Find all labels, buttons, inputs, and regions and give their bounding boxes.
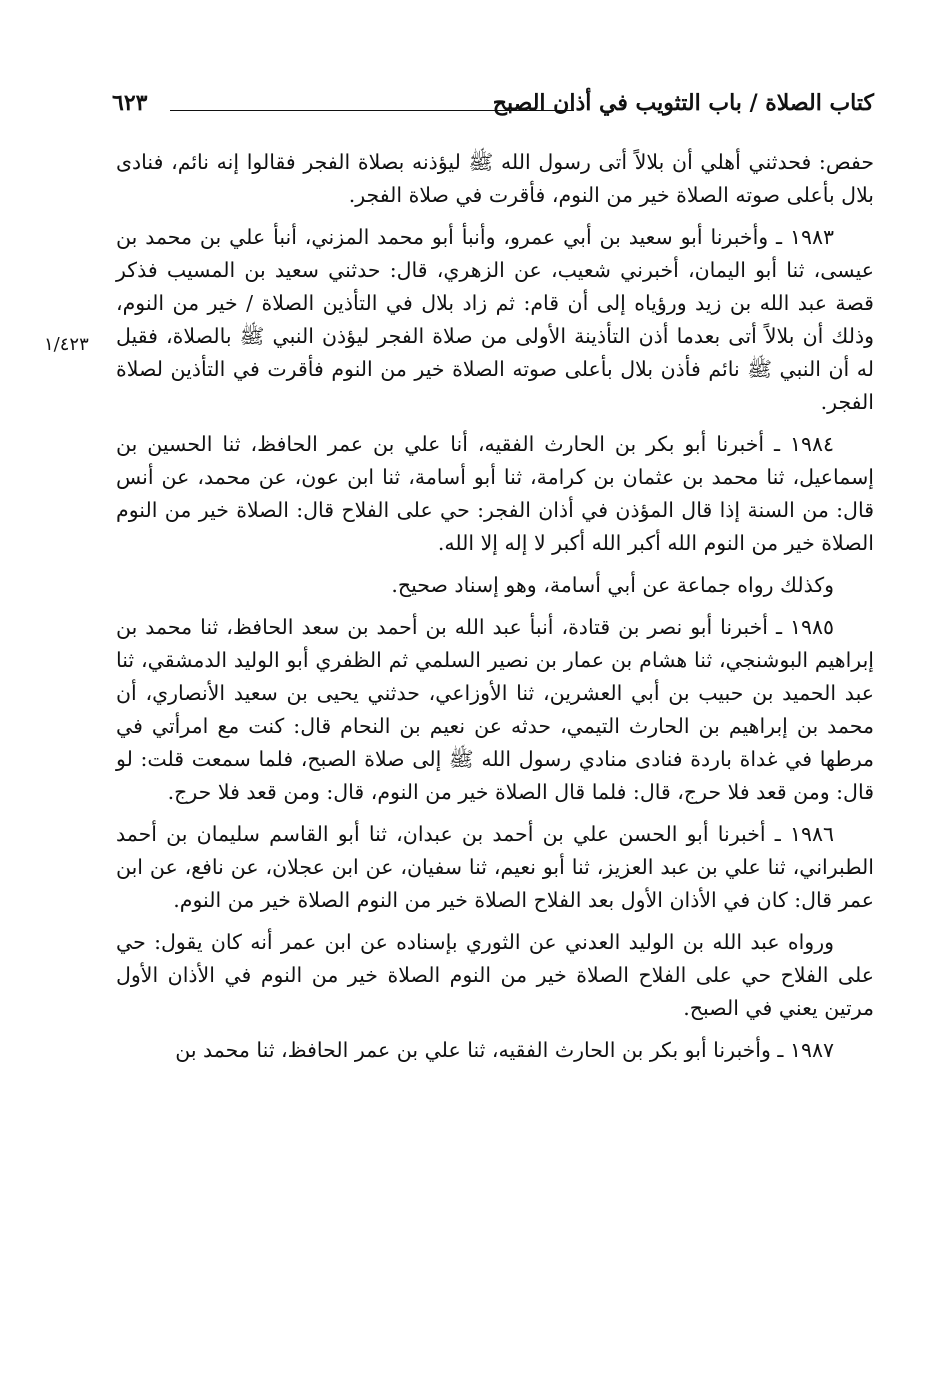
paragraph-continuation: حفص: فحدثني أهلي أن بلالاً أتى رسول الله ﷺ ليؤذنه بصلاة الفجر فقالوا إنه نائم، فنادى بلال بأعلى صوته الصلاة خير من النوم، فأقرت في صلاة الفجر.	[116, 150, 874, 207]
paragraph-1984: ١٩٨٤ ـ أخبرنا أبو بكر بن الحارث الفقيه، أنا علي بن عمر الحافظ، ثنا الحسين بن إسماعيل، ثنا محمد بن عثمان بن كرامة، ثنا أبو أسامة، ثنا ابن عون، عن محمد، عن أنس قال: من السنة إذا قال المؤذن في أذان الفجر: حي على الفلاح قال: الصلاة خير من النوم الصلاة خير من النوم الله أكبر الله أكبر لا إله إلا الله.	[116, 432, 874, 555]
header-rule	[170, 110, 574, 111]
header-title: كتاب الصلاة / باب التثويب في أذان الصبح	[485, 90, 874, 116]
paragraph-1984-note: وكذلك رواه جماعة عن أبي أسامة، وهو إسناد صحيح.	[391, 573, 834, 597]
page-number: ٦٢٣	[112, 90, 153, 116]
paragraph-1985: ١٩٨٥ ـ أخبرنا أبو نصر بن قتادة، أنبأ عبد الله بن أحمد بن سعد الحافظ، ثنا محمد بن إبراهيم البوشنجي، ثنا هشام بن عمار بن نصير السلمي ثم الظفري أبو الوليد الدمشقي، ثنا عبد الحميد بن حبيب بن أبي العشرين، ثنا الأوزاعي، حدثني يحيى بن سعيد الأنصاري، أن محمد بن إبراهيم بن الحارث التيمي، حدثه عن نعيم بن النحام قال: كنت مع امرأتي في مرطها في غداة باردة فنادى منادي رسول الله ﷺ إلى صلاة الصبح، فلما سمعت قلت: لو قال: ومن قعد فلا حرج، قال: فلما قال الصلاة خير من النوم، قال: ومن قعد فلا حرج.	[116, 615, 874, 804]
paragraph-1987: ١٩٨٧ ـ وأخبرنا أبو بكر بن الحارث الفقيه، ثنا علي بن عمر الحافظ، ثنا محمد بن	[175, 1038, 834, 1062]
page-body	[116, 146, 874, 1076]
running-header	[112, 90, 874, 126]
paragraph-1986: ١٩٨٦ ـ أخبرنا أبو الحسن علي بن أحمد بن عبدان، ثنا أبو القاسم سليمان بن أحمد الطبراني، ثنا علي بن عبد العزيز، ثنا أبو نعيم، ثنا سفيان، عن ابن عجلان، عن نافع، عن ابن عمر قال: كان في الأذان الأول بعد الفلاح الصلاة خير من النوم الصلاة خير من النوم.	[116, 822, 874, 912]
paragraph-1983: ١٩٨٣ ـ وأخبرنا أبو سعيد بن أبي عمرو، وأنبأ أبو محمد المزني، أنبأ علي بن محمد بن عيسى، ثنا أبو اليمان، أخبرني شعيب، عن الزهري، قال: حدثني سعيد بن المسيب فذكر قصة عبد الله بن زيد ورؤياه إلى أن قام: ثم زاد بلال في التأذين الصلاة / خير من النوم، وذلك أن بلالاً أتى بعدما أذن التأذينة الأولى من صلاة الفجر ليؤذن النبي ﷺ بالصلاة، فقيل له أن النبي ﷺ نائم فأذن بلال بأعلى صوته الصلاة خير من النوم فأقرت في التأذين لصلاة الفجر.	[116, 225, 874, 414]
paragraph-1986-note: ورواه عبد الله بن الوليد العدني عن الثوري بإسناده عن ابن عمر أنه كان يقول: حي على الفلاح حي على الفلاح الصلاة خير من النوم الصلاة خير من النوم في الأذان الأول مرتين يعني في الصبح.	[116, 930, 874, 1020]
margin-note: ١/٤٢٣	[44, 334, 89, 355]
